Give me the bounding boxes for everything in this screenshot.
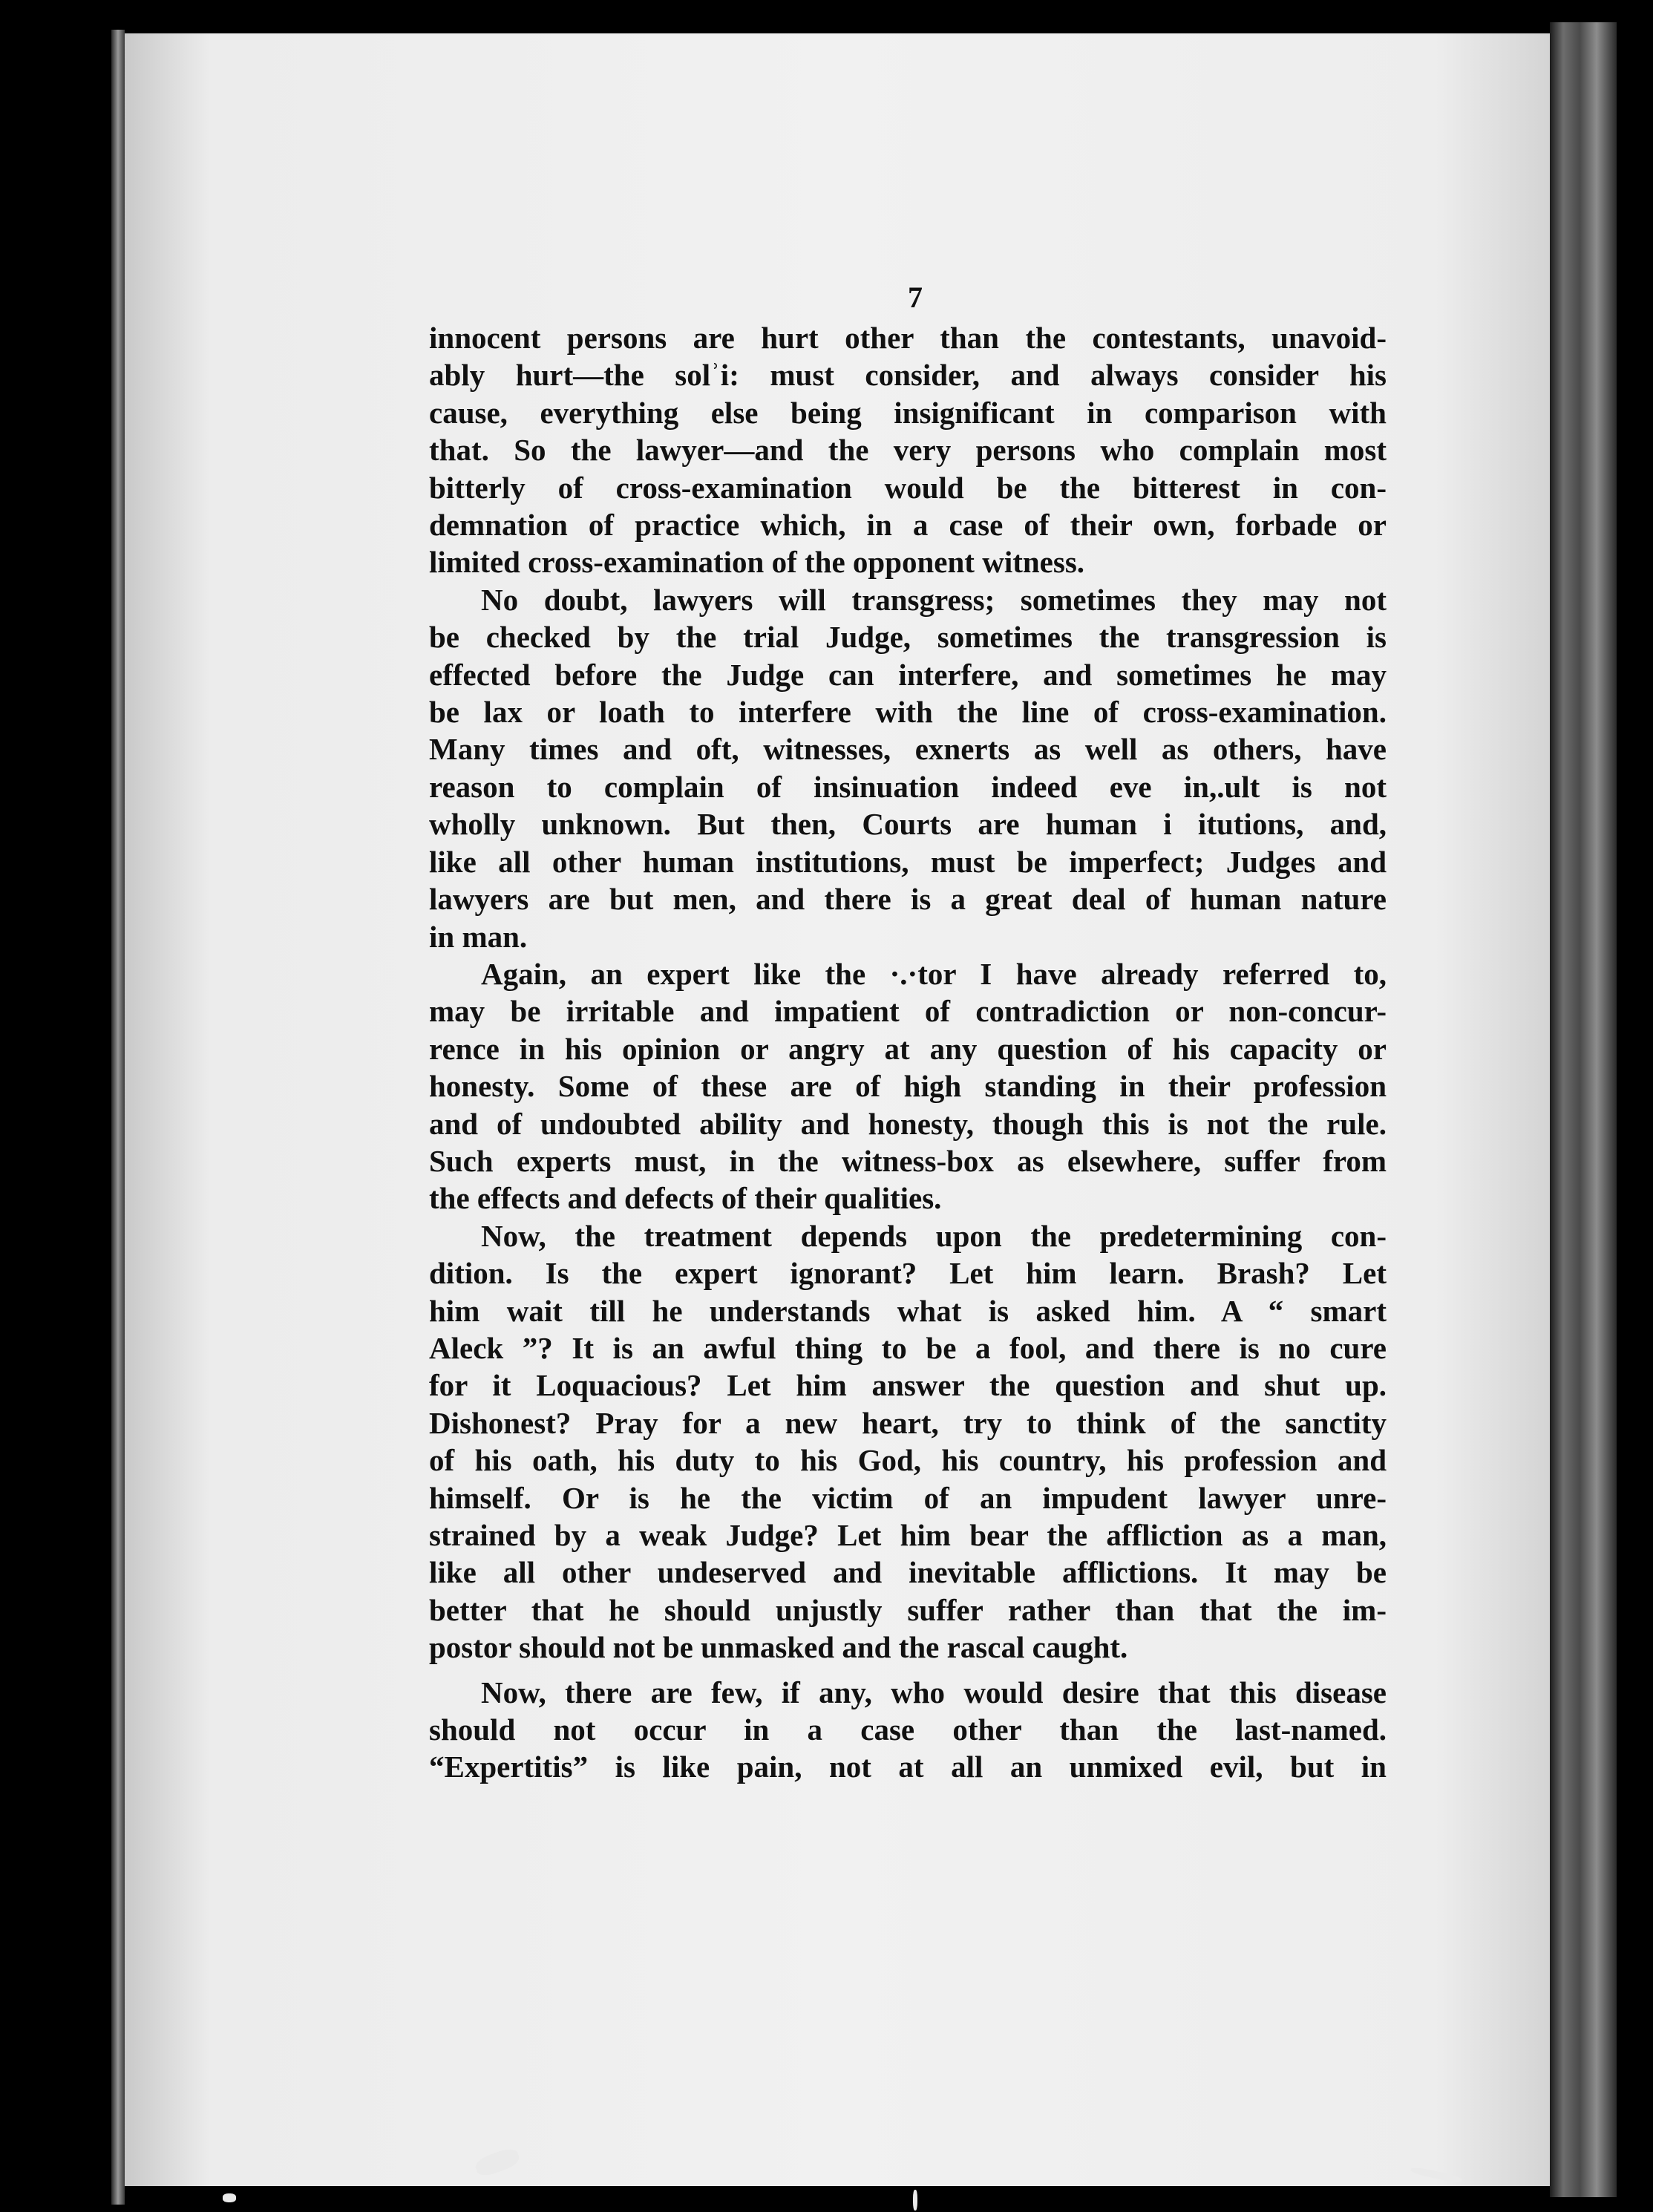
page-number: 7 [908, 281, 923, 314]
text-line: the effects and defects of their qualities. [429, 1181, 942, 1216]
right-binding-edge [1550, 22, 1617, 2197]
text-line: demnation of practice which, in a case of their own, forbade or [429, 508, 1387, 543]
paragraph [429, 581, 1387, 955]
text-line: may be irritable and impatient of contradiction or non-concur- [429, 994, 1387, 1029]
text-line: him wait till he understands what is asked him. A “ smart [429, 1293, 1387, 1328]
text-line: should not occur in a case other than the last-named. [429, 1712, 1387, 1747]
text-line: wholly unknown. But then, Courts are human i itutions, and, [429, 807, 1387, 842]
body-text [429, 319, 1387, 1786]
text-line: in man. [429, 919, 528, 954]
text-line: Such experts must, in the witness-box as elsewhere, suffer from [429, 1143, 1387, 1178]
text-line: and of undoubted ability and honesty, though this is not the rule. [429, 1106, 1387, 1141]
text-line: Now, the treatment depends upon the predetermining con- [481, 1218, 1387, 1253]
scan-speck [223, 2193, 236, 2202]
text-line: like all other undeserved and inevitable afflictions. It may be [429, 1555, 1387, 1590]
text-line: Aleck ”? It is an awful thing to be a fool, and there is no cure [429, 1330, 1387, 1365]
text-line: postor should not be unmasked and the rascal caught. [429, 1630, 1128, 1665]
text-line: bitterly of cross-examination would be the bitterest in con- [429, 470, 1387, 505]
paragraph [429, 1217, 1387, 1666]
text-line: effected before the Judge can interfere, and sometimes he may [429, 657, 1387, 692]
text-line: limited cross-examination of the opponent witness. [429, 545, 1085, 580]
text-line: be checked by the trial Judge, sometimes the transgression is [429, 620, 1387, 655]
text-line: cause, everything else being insignificant in comparison with [429, 395, 1387, 430]
text-line: innocent persons are hurt other than the contestants, unavoid- [429, 321, 1387, 355]
text-line: Again, an expert like the ·.·tor I have already referred to, [481, 956, 1387, 991]
text-line: ably hurt—the solʾi: must consider, and always consider his [429, 358, 1387, 393]
text-line: No doubt, lawyers will transgress; sometimes they may not [481, 582, 1387, 617]
text-line: be lax or loath to interfere with the line of cross-examination. [429, 695, 1387, 730]
paragraph [429, 955, 1387, 1217]
text-line: reason to complain of insinuation indeed eve in,.ult is not [429, 769, 1387, 804]
text-line: Now, there are few, if any, who would desire that this disease [481, 1675, 1387, 1709]
paragraph [429, 319, 1387, 581]
text-line: better that he should unjustly suffer rather than that the im- [429, 1592, 1387, 1627]
paragraph [429, 1674, 1387, 1786]
text-line: lawyers are but men, and there is a great deal of human nature [429, 882, 1387, 917]
text-line: strained by a weak Judge? Let him bear the affliction as a man, [429, 1518, 1387, 1552]
text-line: that. So the lawyer—and the very persons who complain most [429, 433, 1387, 468]
text-line: himself. Or is he the victim of an impudent lawyer unre- [429, 1480, 1387, 1515]
left-page-edge [111, 30, 125, 2205]
text-line: “Expertitis” is like pain, not at all an unmixed evil, but in [429, 1750, 1387, 1784]
scan-speck [913, 2190, 917, 2211]
text-line: honesty. Some of these are of high standing in their profession [429, 1069, 1387, 1104]
text-line: dition. Is the expert ignorant? Let him learn. Brash? Let [429, 1256, 1387, 1291]
text-line: rence in his opinion or angry at any question of his capacity or [429, 1031, 1387, 1066]
text-line: Dishonest? Pray for a new heart, try to think of the sanctity [429, 1405, 1387, 1440]
text-line: for it Loquacious? Let him answer the question and shut up. [429, 1368, 1387, 1403]
text-line: Many times and oft, witnesses, exnerts as well as others, have [429, 732, 1387, 767]
text-line: of his oath, his duty to his God, his country, his profession and [429, 1443, 1387, 1478]
text-line: like all other human institutions, must be imperfect; Judges and [429, 844, 1387, 879]
